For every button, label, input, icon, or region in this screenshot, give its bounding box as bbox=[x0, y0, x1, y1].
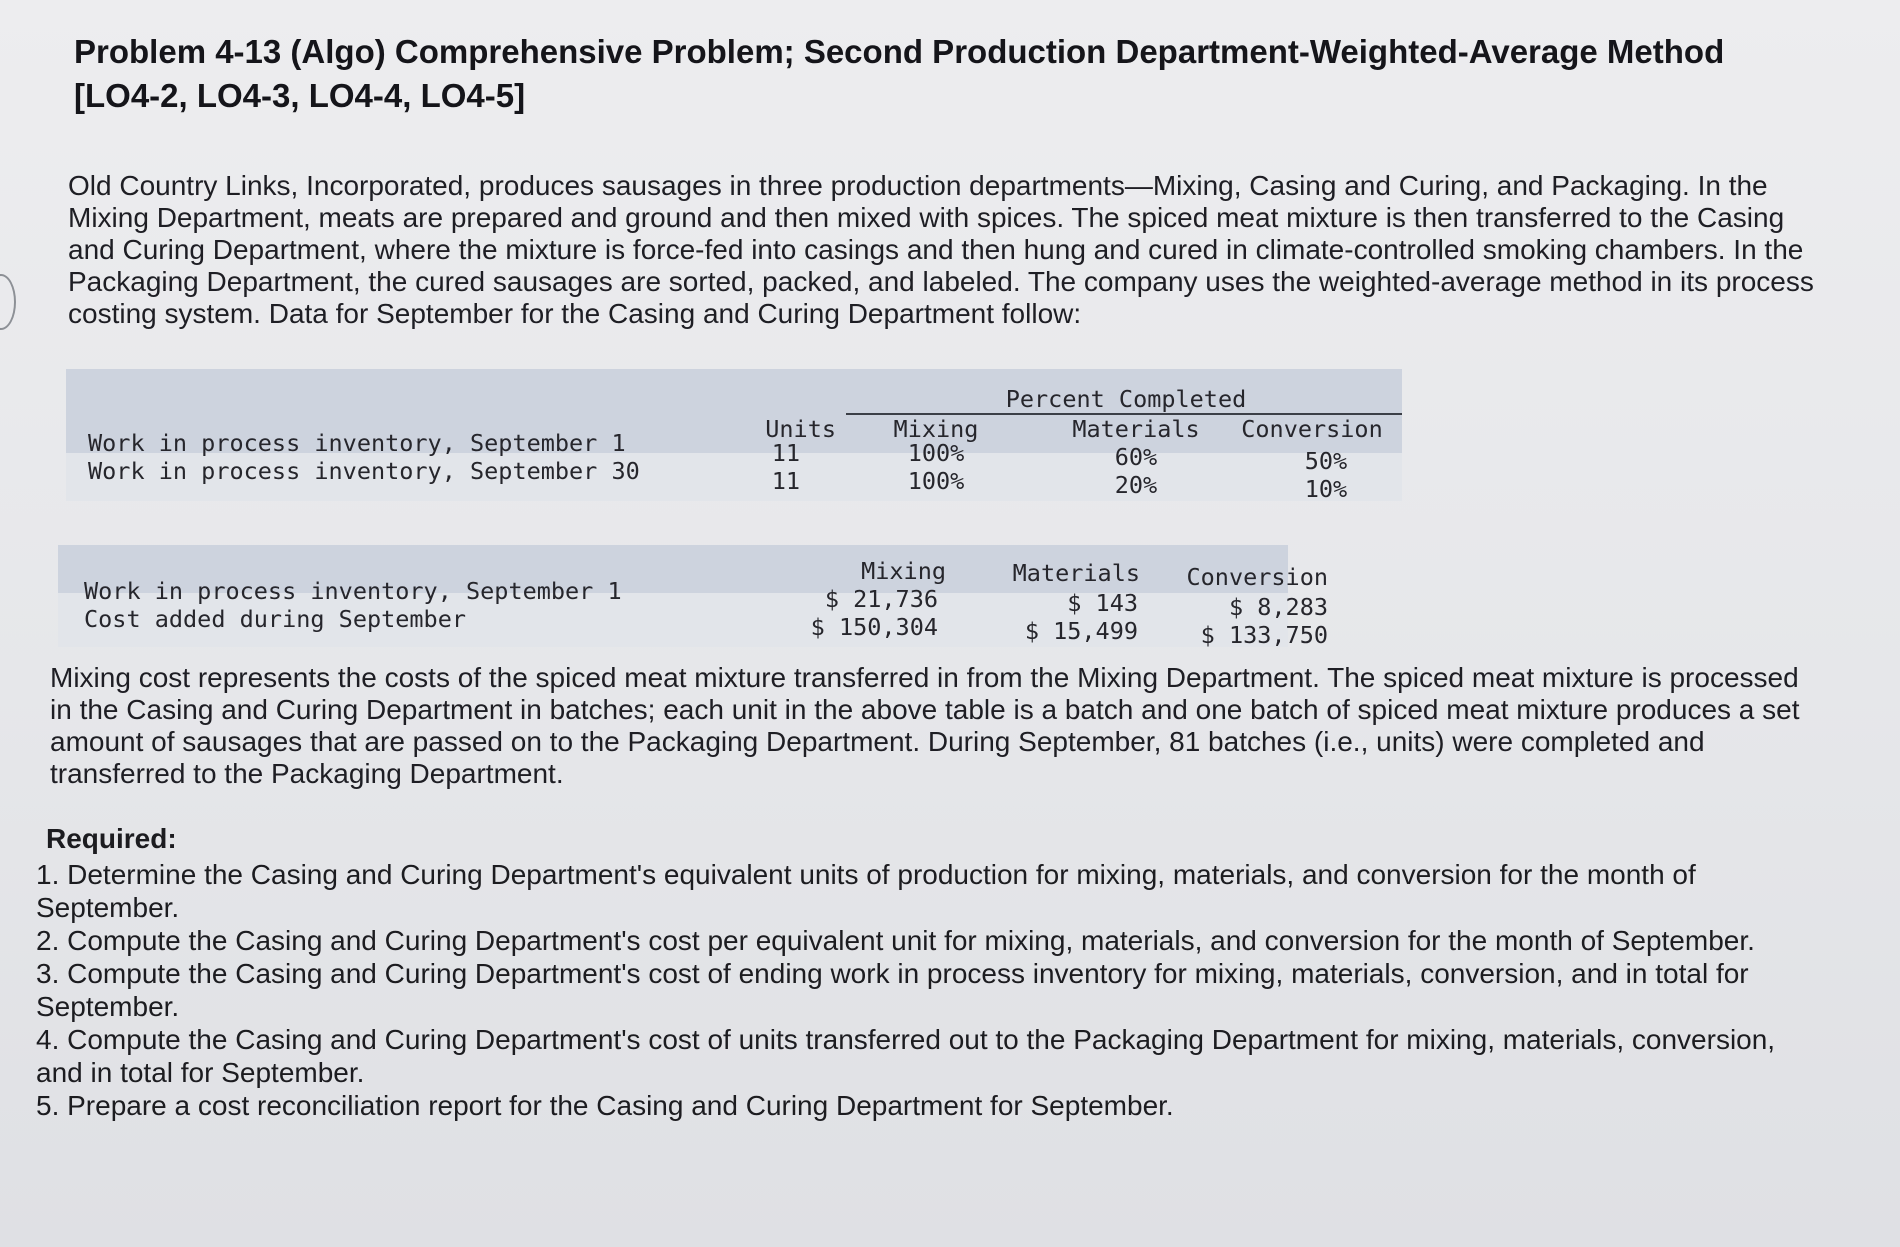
required-item-1: 1. Determine the Casing and Curing Department's equivalent units of production for mixing, materials, and conversion for the month of September. bbox=[36, 859, 1696, 923]
percent-completed-header: Percent Completed bbox=[1005, 385, 1247, 413]
page-edge-mark bbox=[0, 274, 16, 330]
cost-row-1-materials: $ 143 bbox=[1067, 589, 1138, 617]
cost-table bbox=[58, 545, 1328, 649]
mixing-header: Mixing bbox=[893, 415, 979, 443]
problem-title: Problem 4-13 (Algo) Comprehensive Problem; Second Production Department-Weighted-Average Method [LO4-2, LO4-3, LO4-4, LO4-5] bbox=[74, 33, 1725, 114]
units-row-1-mixing: 100% bbox=[907, 439, 965, 467]
units-row-1-materials: 60% bbox=[1114, 443, 1158, 471]
units-row-1-conversion: 50% bbox=[1304, 447, 1348, 475]
units-table bbox=[66, 369, 1402, 501]
required-item-4: 4. Compute the Casing and Curing Department's cost of units transferred out to the Packaging Department for mixing, materials, conversion, and in total for September. bbox=[36, 1024, 1776, 1088]
cost-row-2-conversion: $ 133,750 bbox=[1200, 621, 1328, 649]
units-row-2-label: Work in process inventory, September 30 bbox=[88, 457, 640, 485]
intro-paragraph: Old Country Links, Incorporated, produces sausages in three production departments—Mixing, Casing and Curing, and Packaging. In the Mixing Department, meats are prepared and ground and then mixed with spices. The spiced meat mixture is then transferred to the Casing and Curing Department, where the mixture is force-fed into casings and then hung and cured in climate-controlled smoking chambers. In the Packaging Department, the cured sausages are sorted, packed, and labeled. The company uses the weighted-average method in its process costing system. Data for September for the Casing and Curing Department follow: bbox=[68, 170, 1814, 329]
cost-row-2-mixing: $ 150,304 bbox=[810, 613, 938, 641]
required-item-5: 5. Prepare a cost reconciliation report for the Casing and Curing Department for September. bbox=[36, 1090, 1174, 1121]
units-row-2-conversion: 10% bbox=[1304, 475, 1348, 503]
materials-header: Materials bbox=[1072, 415, 1200, 443]
cost-conversion-header: Conversion bbox=[1186, 563, 1328, 591]
cost-mixing-header: Mixing bbox=[861, 557, 946, 585]
mixing-note-paragraph: Mixing cost represents the costs of the spiced meat mixture transferred in from the Mixing Department. The spiced meat mixture is processed in the Casing and Curing Department in batches; each unit in the above table is a batch and one batch of spiced meat mixture produces a set amount of sausages that are passed on to the Packaging Department. During September, 81 batches (i.e., units) were completed and transferred to the Packaging Department. bbox=[50, 662, 1800, 789]
cost-row-1-mixing: $ 21,736 bbox=[824, 585, 938, 613]
required-item-3: 3. Compute the Casing and Curing Department's cost of ending work in process inventory for mixing, materials, conversion, and in total for September. bbox=[36, 958, 1749, 1022]
cost-row-2-materials: $ 15,499 bbox=[1024, 617, 1138, 645]
units-row-2-units: 11 bbox=[771, 467, 800, 495]
cost-materials-header: Materials bbox=[1012, 559, 1140, 587]
conversion-header: Conversion bbox=[1241, 415, 1383, 443]
cost-row-2-label: Cost added during September bbox=[84, 605, 467, 633]
required-item-2: 2. Compute the Casing and Curing Department's cost per equivalent unit for mixing, materials, and conversion for the month of September. bbox=[36, 925, 1755, 956]
units-row-1-label: Work in process inventory, September 1 bbox=[88, 429, 626, 457]
required-heading: Required: bbox=[46, 823, 177, 854]
units-row-1-units: 11 bbox=[771, 439, 800, 467]
cost-row-1-label: Work in process inventory, September 1 bbox=[84, 577, 622, 605]
units-header: Units bbox=[765, 415, 836, 443]
units-row-2-mixing: 100% bbox=[907, 467, 965, 495]
units-row-2-materials: 20% bbox=[1114, 471, 1158, 499]
cost-row-1-conversion: $ 8,283 bbox=[1228, 593, 1328, 621]
required-list bbox=[36, 858, 1826, 1122]
